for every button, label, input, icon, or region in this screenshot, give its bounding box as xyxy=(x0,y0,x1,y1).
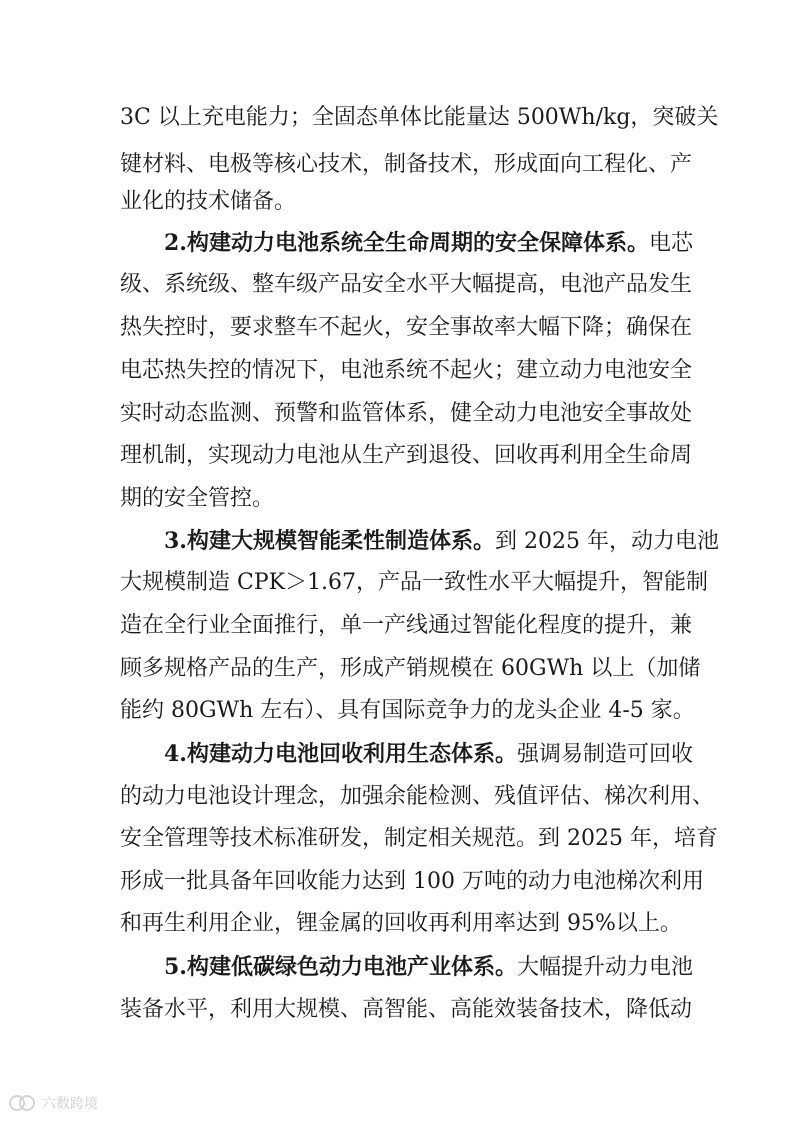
paragraph-4-line-4: 形成一批具备年回收能力达到 100 万吨的动力电池梯次利用 xyxy=(120,869,704,894)
paragraph-5-line-1 xyxy=(164,947,693,987)
paragraph-2-line-7: 期的安全管控。 xyxy=(120,486,275,511)
paragraph-2-line-1 xyxy=(164,223,693,263)
paragraph-4-heading: 4.构建动力电池回收利用生态体系。 xyxy=(164,741,517,767)
paragraph-4-line-1 xyxy=(164,734,693,774)
paragraph-5-line-1-rest: 大幅提升动力电池 xyxy=(516,955,693,980)
paragraph-5-heading: 5.构建低碳绿色动力电池产业体系。 xyxy=(164,954,517,980)
paragraph-3-line-4: 顾多规格产品的生产，形成产销规模在 60GWh 以上（加储 xyxy=(120,656,701,681)
paragraph-5-line-2: 装备水平，利用大规模、高智能、高能效装备技术，降低动 xyxy=(120,997,693,1022)
paragraph-4-line-1-rest: 强调易制造可回收 xyxy=(516,742,693,767)
paragraph-1-line-1: 3C 以上充电能力；全固态单体比能量达 500Wh/kg，突破关 xyxy=(120,105,719,130)
paragraph-3-line-1 xyxy=(164,521,719,561)
paragraph-3-line-1-rest: 到 2025 年，动力电池 xyxy=(494,529,719,554)
watermark xyxy=(8,1090,98,1116)
paragraph-3-line-2: 大规模制造 CPK＞1.67，产品一致性水平大幅提升，智能制 xyxy=(120,570,709,595)
paragraph-2-line-2: 级、系统级、整车级产品安全水平大幅提高，电池产品发生 xyxy=(120,272,693,297)
paragraph-3-line-3: 造在全行业全面推行，单一产线通过智能化程度的提升，兼 xyxy=(120,613,693,638)
paragraph-1-line-3: 业化的技术储备。 xyxy=(120,189,297,214)
paragraph-1-line-2: 键材料、电极等核心技术，制备技术，形成面向工程化、产 xyxy=(120,152,693,177)
paragraph-4-line-5: 和再生利用企业，锂金属的回收再利用率达到 95%以上。 xyxy=(120,911,682,936)
paragraph-2-line-5: 实时动态监测、预警和监管体系，健全动力电池安全事故处 xyxy=(120,401,693,426)
watermark-logo-icon xyxy=(8,1094,36,1112)
paragraph-3-line-5: 能约 80GWh 左右）、具有国际竞争力的龙头企业 4-5 家。 xyxy=(120,698,695,723)
paragraph-2-line-3: 热失控时，要求整车不起火，安全事故率大幅下降；确保在 xyxy=(120,315,693,340)
watermark-text: 六数跨境 xyxy=(42,1096,98,1112)
paragraph-3-heading: 3.构建大规模智能柔性制造体系。 xyxy=(164,528,495,554)
paragraph-2-line-6: 理机制，实现动力电池从生产到退役、回收再利用全生命周 xyxy=(120,443,693,468)
paragraph-2-line-1-rest: 电芯 xyxy=(648,231,693,256)
paragraph-2-heading: 2.构建动力电池系统全生命周期的安全保障体系。 xyxy=(164,230,649,256)
paragraph-4-line-2: 的动力电池设计理念，加强余能检测、残值评估、梯次利用、 xyxy=(120,784,715,809)
paragraph-2-line-4: 电芯热失控的情况下，电池系统不起火；建立动力电池安全 xyxy=(120,358,693,383)
paragraph-4-line-3: 安全管理等技术标准研发，制定相关规范。到 2025 年，培育 xyxy=(120,826,718,851)
